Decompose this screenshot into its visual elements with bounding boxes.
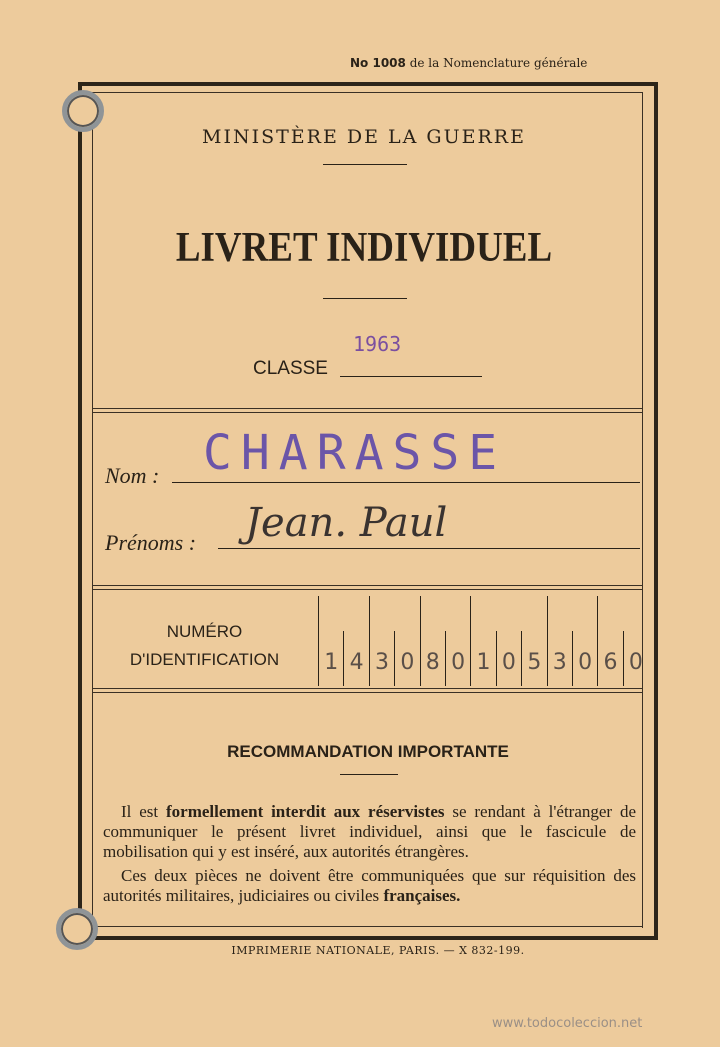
numero-label: NUMÉRO D'IDENTIFICATION: [129, 622, 280, 669]
recommendation-paragraph-1: Il est formellement interdit aux réservistes se rendant à l'étranger de communiquer le présent livret individuel, ainsi que le fascicule de mobilisation qui y est inséré, aux autorités étrangères.: [103, 802, 636, 861]
identification-digit: 3: [547, 596, 572, 686]
section-divider: [92, 688, 642, 693]
printer-imprint: IMPRIMERIE NATIONALE, PARIS. — X 832-199.: [231, 944, 525, 957]
identification-digit: 1: [470, 596, 495, 686]
identification-digit: 6: [597, 596, 622, 686]
identification-digit: 0: [496, 596, 521, 686]
divider: [323, 298, 407, 299]
nomenclature-number: No 1008 de la Nomenclature générale: [350, 56, 588, 70]
divider: [340, 774, 398, 775]
identification-digit: 0: [572, 596, 597, 686]
watermark: www.todocoleccion.net: [492, 1016, 643, 1031]
recommendation-text: [103, 802, 636, 910]
inner-frame-left: [92, 92, 93, 928]
recommendation-title: RECOMMANDATION IMPORTANTE: [227, 742, 509, 761]
identification-digit: 0: [623, 596, 648, 686]
inner-frame-top: [92, 92, 642, 93]
identification-digits: [318, 596, 648, 686]
identification-digit: 0: [394, 596, 419, 686]
inner-frame-right: [642, 92, 643, 928]
identification-digit: 8: [420, 596, 445, 686]
prenoms-line: [218, 548, 640, 549]
section-divider: [92, 408, 642, 413]
classe-line: [340, 376, 482, 377]
classe-value: 1963: [353, 332, 402, 356]
ministry-name: MINISTÈRE DE LA GUERRE: [202, 126, 526, 148]
section-divider: [92, 585, 642, 590]
identification-digit: 3: [369, 596, 394, 686]
document-title: LIVRET INDIVIDUEL: [175, 225, 553, 271]
identification-digit: 1: [318, 596, 343, 686]
divider: [323, 164, 407, 165]
prenoms-value: Jean. Paul: [245, 500, 448, 546]
inner-frame-bottom: [92, 926, 642, 927]
nom-label: Nom :: [105, 463, 160, 488]
identification-digit: 0: [445, 596, 470, 686]
nom-value: CHARASSE: [203, 425, 507, 481]
identification-digit: 4: [343, 596, 368, 686]
identification-digit: 5: [521, 596, 546, 686]
nom-line: [172, 482, 640, 483]
recommendation-paragraph-2: Ces deux pièces ne doivent être communiquées que sur réquisition des autorités militaires, judiciaires ou civiles françaises.: [103, 866, 636, 905]
classe-label: CLASSE: [253, 358, 328, 379]
prenoms-label: Prénoms :: [105, 530, 197, 555]
